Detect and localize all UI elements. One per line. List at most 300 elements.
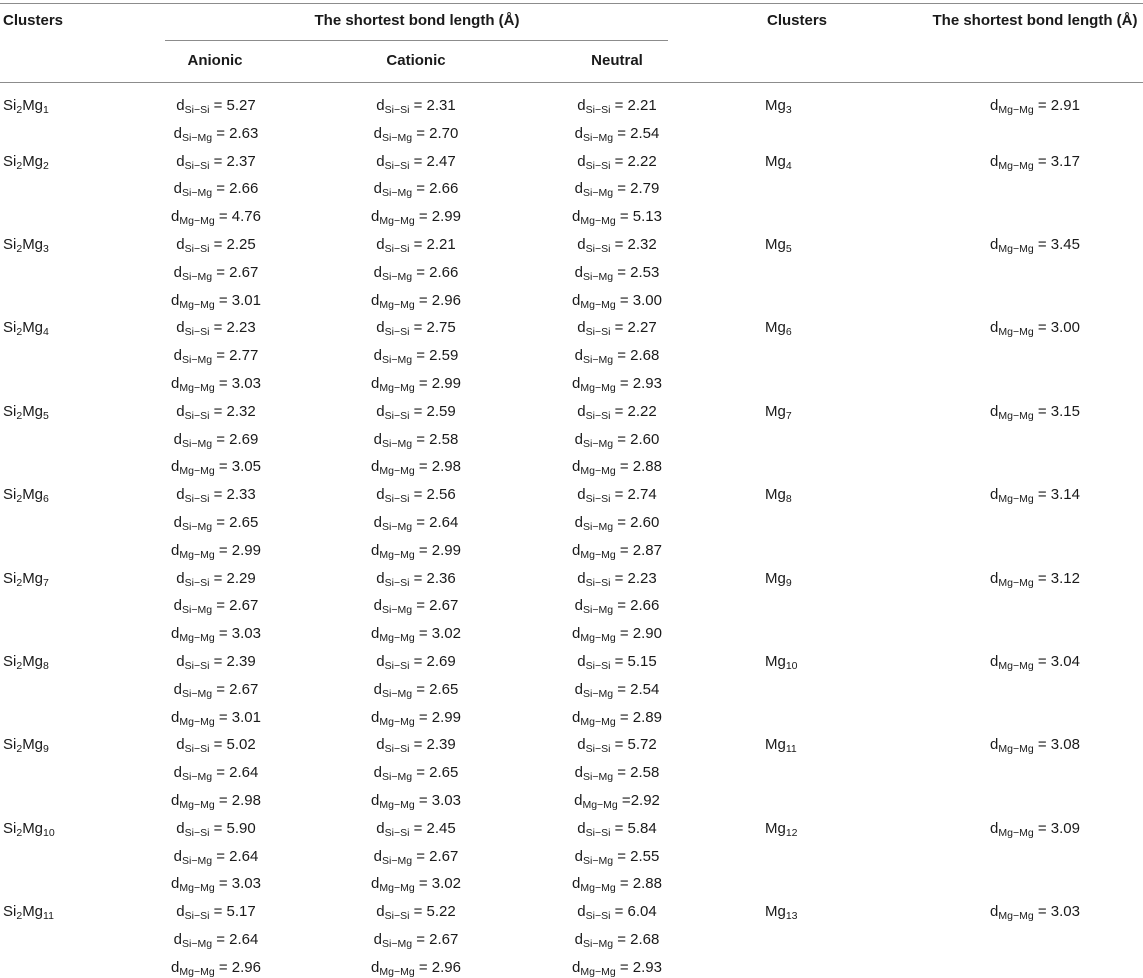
cluster-element: Mg: [22, 152, 44, 170]
bond-value: = 2.22: [614, 152, 657, 170]
cluster-subscript: 9: [785, 576, 792, 589]
cluster-formula-right: [765, 902, 798, 922]
bond-value: = 5.15: [614, 653, 657, 670]
bond-value: = 2.98: [418, 458, 461, 476]
bond-value: = 2.88: [619, 875, 662, 893]
bond-type-subscript: Si−Si: [585, 159, 611, 172]
bond-value: = 2.66: [216, 180, 259, 198]
cluster-element: Mg: [765, 152, 786, 170]
anionic-bond-cell: $d_{Si-Si} = 5.90$: [176, 819, 256, 839]
bond-type-subscript: Si−Si: [184, 826, 210, 839]
bond-type-subscript: Mg−Mg: [580, 548, 616, 561]
cluster-subscript: 2: [16, 576, 23, 589]
cationic-bond-cell: $d_{Si-Si} = 2.39$: [376, 736, 456, 756]
anionic-bond-cell: $d_{Si-Mg} = 2.69$: [173, 430, 259, 450]
bond-value: = 3.03: [1037, 903, 1080, 921]
cluster-subscript: 10: [43, 826, 55, 839]
anionic-bond-cell: $d_{Si-Mg} = 2.77$: [173, 347, 259, 367]
anionic-bond-cell: $d_{Si-Mg} = 2.64$: [173, 764, 259, 784]
bond-type-subscript: Mg−Mg: [998, 660, 1034, 672]
bond-type-subscript: Mg−Mg: [580, 882, 616, 895]
cluster-element: Mg: [765, 569, 786, 587]
anionic-bond-cell: $d_{Mg-Mg} = 3.03$: [171, 625, 261, 645]
bond-value: = 3.01: [218, 708, 261, 726]
bond-type-subscript: Si−Mg: [582, 270, 614, 283]
anionic-bond-cell: $d_{Si-Mg} = 2.63$: [173, 124, 259, 144]
bond-type-subscript: Si−Si: [384, 576, 410, 589]
neutral-bond-cell: $d_{Si-Si} = 2.23$: [577, 569, 657, 589]
right-bond-cell: $d_{Mg-Mg} = 3.17$: [990, 152, 1080, 172]
bond-type-subscript: Mg−Mg: [179, 382, 215, 394]
bond-value: = 2.66: [416, 263, 459, 281]
cluster-element: Mg: [765, 819, 786, 837]
bond-type-subscript: Si−Si: [384, 326, 410, 339]
top-rule: [0, 3, 1143, 4]
bond-type-subscript: Si−Mg: [381, 521, 413, 533]
bond-type-subscript: Si−Si: [384, 493, 410, 506]
bond-value: = 3.00: [619, 291, 662, 309]
cluster-formula-left: [3, 318, 49, 338]
bond-type-subscript: Si−Mg: [381, 771, 413, 784]
bond-value: = 2.99: [418, 208, 461, 226]
bond-value: = 5.27: [213, 97, 256, 114]
cationic-bond-cell: $d_{Si-Si} = 2.36$: [376, 569, 456, 589]
neutral-bond-cell: $d_{Si-Si} = 2.32$: [577, 236, 657, 255]
bond-type-subscript: Si−Si: [184, 660, 210, 672]
bond-value: = 3.45: [1037, 236, 1080, 253]
subheader-rule: [165, 40, 668, 41]
bond-type-subscript: Si−Mg: [181, 604, 213, 617]
cluster-element: Si: [3, 152, 17, 170]
cluster-formula-left: [3, 96, 49, 116]
bond-type-subscript: Mg−Mg: [379, 465, 415, 478]
cluster-element: Mg: [22, 236, 44, 253]
bond-value: = 2.65: [416, 764, 459, 782]
neutral-bond-cell: $d_{Mg-Mg} = 2.88$: [572, 458, 662, 478]
bond-type-subscript: Si−Si: [384, 826, 410, 839]
cluster-formula-left: [3, 819, 55, 839]
bond-type-subscript: Si−Si: [184, 576, 210, 589]
bond-type-subscript: Si−Si: [184, 409, 210, 422]
anionic-bond-cell: $d_{Si-Si} = 2.29$: [176, 569, 256, 589]
anionic-bond-cell: $d_{Si-Si} = 2.23$: [176, 319, 256, 339]
cationic-bond-cell: $d_{Si-Si} = 2.56$: [376, 486, 456, 506]
bond-type-subscript: Si−Si: [585, 326, 611, 339]
bond-type-subscript: Si−Si: [184, 104, 210, 116]
cluster-subscript: 6: [785, 326, 792, 339]
bond-value: = 2.96: [418, 958, 461, 976]
bond-type-subscript: Si−Si: [184, 159, 210, 172]
cluster-element: Si: [3, 653, 17, 670]
cluster-subscript: 2: [16, 826, 23, 839]
bond-type-subscript: Mg−Mg: [379, 632, 415, 645]
bond-type-subscript: Si−Mg: [582, 437, 614, 450]
bond-value: = 2.68: [617, 931, 660, 948]
right-bond-cell: $d_{Mg-Mg} = 3.03$: [990, 903, 1080, 923]
bond-type-subscript: Mg−Mg: [998, 409, 1034, 422]
bond-value: = 2.65: [416, 680, 459, 698]
bond-value: = 2.58: [617, 764, 660, 782]
cluster-element: Si: [3, 486, 17, 504]
bond-type-subscript: Mg−Mg: [379, 382, 415, 394]
bond-type-subscript: Mg−Mg: [179, 882, 215, 895]
neutral-bond-cell: $d_{Mg-Mg} =2.92$: [574, 792, 660, 811]
bond-type-subscript: Si−Mg: [181, 938, 213, 950]
bond-value: = 2.99: [218, 541, 261, 559]
bond-type-subscript: Si−Mg: [582, 854, 614, 867]
cluster-subscript: 4: [43, 326, 49, 339]
bond-value: = 2.60: [617, 514, 660, 531]
bond-type-subscript: Mg−Mg: [379, 965, 415, 978]
bond-value: = 2.39: [213, 653, 256, 670]
bond-type-subscript: Mg−Mg: [998, 104, 1034, 116]
bond-value: = 2.64: [216, 931, 259, 948]
cationic-bond-cell: $d_{Si-Si} = 2.75$: [376, 319, 456, 339]
cluster-element: Mg: [765, 319, 786, 337]
bond-type-subscript: Mg−Mg: [998, 910, 1034, 923]
bond-value: = 2.22: [614, 402, 657, 420]
bond-value: = 2.64: [216, 847, 259, 865]
cluster-element: Mg: [22, 402, 44, 420]
neutral-bond-cell: $d_{Mg-Mg} = 2.88$: [572, 875, 662, 895]
right-bond-cell: $d_{Mg-Mg} = 3.00$: [990, 319, 1080, 339]
neutral-bond-cell: $d_{Si-Mg} = 2.54$: [574, 680, 660, 700]
bond-type-subscript: Mg−Mg: [580, 298, 616, 311]
anionic-bond-cell: $d_{Mg-Mg} = 2.99$: [171, 541, 261, 561]
bond-value: = 2.66: [617, 597, 660, 615]
header-shortest-left: The shortest bond length (Å): [314, 12, 520, 29]
cluster-element: Mg: [765, 236, 786, 253]
cluster-formula-left: [3, 402, 49, 422]
neutral-bond-cell: $d_{Si-Si} = 2.21$: [577, 97, 657, 116]
cluster-element: Mg: [765, 402, 786, 420]
header-clusters-right: Clusters: [767, 12, 828, 29]
cationic-bond-cell: $d_{Mg-Mg} = 2.99$: [371, 375, 461, 394]
anionic-bond-cell: $d_{Si-Si} = 5.17$: [176, 903, 256, 923]
bond-type-subscript: Mg−Mg: [998, 243, 1034, 255]
bond-value: = 5.22: [413, 903, 456, 921]
bond-type-subscript: Si−Mg: [381, 938, 413, 950]
neutral-bond-cell: $d_{Mg-Mg} = 2.90$: [572, 625, 662, 645]
bond-type-subscript: Si−Si: [585, 743, 611, 756]
bond-type-subscript: Mg−Mg: [580, 632, 616, 645]
cationic-bond-cell: $d_{Si-Mg} = 2.66$: [373, 180, 459, 200]
bond-type-subscript: Si−Mg: [381, 270, 413, 283]
bond-value: = 5.13: [619, 208, 662, 226]
neutral-bond-cell: $d_{Si-Mg} = 2.68$: [574, 931, 660, 950]
bond-type-subscript: Si−Si: [184, 910, 210, 923]
bond-type-subscript: Si−Mg: [381, 187, 413, 200]
bond-type-subscript: Mg−Mg: [179, 548, 215, 561]
bond-type-subscript: Si−Mg: [381, 854, 413, 867]
bond-value: = 2.70: [416, 124, 459, 142]
cluster-formula-left: [3, 652, 49, 672]
bond-value: = 2.96: [418, 291, 461, 309]
bond-value: = 2.56: [413, 486, 456, 504]
cluster-subscript: 5: [785, 243, 792, 255]
bond-type-subscript: Si−Mg: [582, 938, 614, 950]
bond-type-subscript: Si−Mg: [582, 771, 614, 784]
bond-type-subscript: Si−Si: [585, 104, 611, 116]
neutral-bond-cell: $d_{Si-Mg} = 2.79$: [574, 180, 660, 200]
bond-value: = 5.02: [213, 736, 256, 754]
bond-type-subscript: Mg−Mg: [179, 965, 215, 978]
bond-value: = 3.04: [1037, 653, 1080, 670]
cluster-subscript: 2: [16, 660, 23, 672]
bond-type-subscript: Si−Mg: [582, 131, 614, 144]
bond-type-subscript: Mg−Mg: [998, 493, 1034, 506]
bond-value: = 4.76: [218, 208, 261, 226]
bond-type-subscript: Si−Si: [184, 493, 210, 506]
bond-value: = 2.59: [413, 402, 456, 420]
neutral-bond-cell: $d_{Si-Si} = 5.72$: [577, 736, 657, 756]
anionic-bond-cell: $d_{Mg-Mg} = 3.01$: [171, 708, 261, 728]
cluster-subscript: 2: [16, 243, 23, 255]
bond-type-subscript: Si−Mg: [582, 354, 614, 367]
cluster-formula-right: [765, 318, 792, 338]
bond-type-subscript: Si−Si: [184, 326, 210, 339]
bond-value: = 2.54: [617, 680, 660, 698]
bond-value: = 2.53: [617, 263, 660, 281]
anionic-bond-cell: $d_{Mg-Mg} = 3.03$: [171, 375, 261, 394]
bond-value: = 3.03: [218, 625, 261, 643]
bond-value: = 2.64: [216, 764, 259, 782]
cationic-bond-cell: $d_{Mg-Mg} = 2.96$: [371, 958, 461, 978]
cationic-bond-cell: $d_{Si-Si} = 2.31$: [376, 97, 456, 116]
cluster-formula-right: [765, 652, 798, 672]
bond-value: = 2.63: [216, 124, 259, 142]
cluster-subscript: 8: [43, 660, 49, 672]
cationic-bond-cell: $d_{Si-Si} = 2.45$: [376, 819, 456, 839]
right-bond-cell: $d_{Mg-Mg} = 3.45$: [990, 236, 1080, 255]
header-clusters-left: Clusters: [3, 12, 64, 29]
bond-value: = 2.75: [413, 319, 456, 337]
bond-type-subscript: Mg−Mg: [580, 965, 616, 978]
bond-value: = 5.90: [213, 819, 256, 837]
bond-value: = 2.47: [413, 152, 456, 170]
cluster-element: Mg: [765, 97, 786, 114]
right-bond-cell: $d_{Mg-Mg} = 3.14$: [990, 486, 1080, 506]
cluster-subscript: 2: [16, 159, 23, 172]
bond-type-subscript: Si−Si: [585, 243, 611, 255]
anionic-bond-cell: $d_{Si-Si} = 5.27$: [176, 97, 256, 116]
right-bond-cell: $d_{Mg-Mg} = 2.91$: [990, 97, 1080, 116]
cationic-bond-cell: $d_{Si-Mg} = 2.66$: [373, 263, 459, 283]
bond-type-subscript: Mg−Mg: [179, 215, 215, 228]
bond-value: = 2.21: [413, 236, 456, 253]
bond-value: = 2.79: [617, 180, 660, 198]
cluster-formula-left: [3, 735, 49, 755]
cationic-bond-cell: $d_{Si-Mg} = 2.67$: [373, 597, 459, 617]
bond-value: = 5.84: [614, 819, 657, 837]
cluster-subscript: 10: [785, 660, 798, 672]
bond-value: = 5.72: [614, 736, 657, 754]
bond-value: = 2.67: [216, 263, 259, 281]
cluster-element: Si: [3, 903, 17, 921]
bond-value: = 5.17: [213, 903, 256, 921]
bond-type-subscript: Si−Si: [384, 743, 410, 756]
bond-value: = 2.32: [213, 402, 256, 420]
anionic-bond-cell: $d_{Si-Si} = 5.02$: [176, 736, 256, 756]
cluster-subscript: 2: [16, 409, 23, 422]
bond-value: = 2.91: [1037, 97, 1080, 114]
bond-value: = 2.87: [619, 541, 662, 559]
cluster-formula-right: [765, 569, 792, 589]
bond-type-subscript: Si−Mg: [181, 270, 213, 283]
bond-value: = 2.60: [617, 430, 660, 448]
bond-value: = 2.59: [416, 347, 459, 365]
bond-value: = 2.89: [619, 708, 662, 726]
bond-type-subscript: Mg−Mg: [379, 882, 415, 895]
bond-value: = 3.17: [1037, 152, 1080, 170]
neutral-bond-cell: $d_{Mg-Mg} = 2.89$: [572, 708, 662, 728]
anionic-bond-cell: $d_{Mg-Mg} = 3.03$: [171, 875, 261, 895]
bond-value: = 2.25: [213, 236, 256, 253]
right-bond-cell: $d_{Mg-Mg} = 3.09$: [990, 819, 1080, 839]
cluster-element: Si: [3, 319, 17, 337]
anionic-bond-cell: $d_{Mg-Mg} = 3.01$: [171, 291, 261, 311]
cluster-subscript: 13: [785, 910, 798, 923]
neutral-bond-cell: $d_{Si-Mg} = 2.60$: [574, 514, 660, 533]
cationic-bond-cell: $d_{Mg-Mg} = 2.99$: [371, 208, 461, 228]
cluster-formula-right: [765, 485, 792, 505]
bond-value: = 2.69: [216, 430, 259, 448]
bond-type-subscript: Si−Mg: [181, 187, 213, 200]
bond-value: = 6.04: [614, 903, 657, 921]
cluster-subscript: 2: [16, 910, 23, 923]
bond-type-subscript: Si−Mg: [181, 687, 213, 700]
bond-type-subscript: Si−Si: [384, 660, 410, 672]
cluster-element: Si: [3, 569, 17, 587]
bond-type-subscript: Si−Mg: [381, 604, 413, 617]
cluster-element: Mg: [22, 903, 44, 921]
cluster-subscript: 7: [43, 576, 49, 589]
bond-type-subscript: Si−Mg: [381, 437, 413, 450]
cationic-bond-cell: $d_{Mg-Mg} = 2.99$: [371, 708, 461, 728]
bond-value: = 2.67: [416, 931, 459, 948]
cluster-subscript: 8: [785, 493, 792, 506]
cluster-subscript: 12: [785, 826, 798, 839]
anionic-bond-cell: $d_{Si-Si} = 2.33$: [176, 486, 256, 506]
bond-value: = 3.02: [418, 625, 461, 643]
cluster-subscript: 4: [785, 159, 792, 172]
bond-type-subscript: Si−Si: [384, 159, 410, 172]
anionic-bond-cell: $d_{Si-Mg} = 2.66$: [173, 180, 259, 200]
bond-value: = 3.03: [218, 375, 261, 392]
cluster-formula-left: [3, 569, 49, 589]
neutral-bond-cell: $d_{Si-Mg} = 2.68$: [574, 347, 660, 367]
bond-type-subscript: Si−Si: [585, 660, 611, 672]
bond-type-subscript: Si−Mg: [181, 854, 213, 867]
neutral-bond-cell: $d_{Si-Si} = 6.04$: [577, 903, 657, 923]
bond-value: = 2.67: [416, 847, 459, 865]
cluster-subscript: 9: [43, 743, 49, 756]
cluster-element: Si: [3, 236, 17, 253]
bond-type-subscript: Mg−Mg: [998, 326, 1034, 339]
cationic-bond-cell: $d_{Mg-Mg} = 2.99$: [371, 541, 461, 561]
bond-type-subscript: Mg−Mg: [179, 715, 215, 728]
anionic-bond-cell: $d_{Si-Si} = 2.25$: [176, 236, 256, 255]
anionic-bond-cell: $d_{Mg-Mg} = 3.05$: [171, 458, 261, 478]
cluster-subscript: 2: [16, 493, 23, 506]
bond-value: = 2.93: [619, 958, 662, 976]
cluster-subscript: 6: [43, 493, 49, 506]
bond-value: = 2.32: [614, 236, 657, 253]
cationic-bond-cell: $d_{Mg-Mg} = 3.02$: [371, 875, 461, 895]
bond-type-subscript: Si−Si: [585, 576, 611, 589]
header-anionic: Anionic: [187, 52, 243, 69]
neutral-bond-cell: $d_{Si-Si} = 2.27$: [577, 319, 657, 339]
bond-value: = 2.37: [213, 152, 256, 170]
bond-value: = 3.00: [1037, 319, 1080, 337]
cluster-formula-right: [765, 152, 792, 172]
anionic-bond-cell: $d_{Si-Mg} = 2.67$: [173, 263, 259, 283]
bond-value: = 2.45: [413, 819, 456, 837]
bond-value: = 2.90: [619, 625, 662, 643]
cluster-subscript: 11: [43, 910, 54, 923]
cationic-bond-cell: $d_{Si-Si} = 2.69$: [376, 653, 456, 672]
neutral-bond-cell: $d_{Si-Mg} = 2.55$: [574, 847, 660, 867]
bond-value: =2.92: [621, 792, 660, 809]
cluster-formula-right: [765, 96, 792, 116]
bond-type-subscript: Si−Si: [585, 910, 611, 923]
right-bond-cell: $d_{Mg-Mg} = 3.08$: [990, 736, 1080, 756]
cluster-subscript: 7: [785, 409, 792, 422]
anionic-bond-cell: $d_{Si-Si} = 2.39$: [176, 653, 256, 672]
bond-value: = 2.27: [614, 319, 657, 337]
cationic-bond-cell: $d_{Si-Mg} = 2.67$: [373, 847, 459, 867]
bond-type-subscript: Mg−Mg: [582, 799, 618, 811]
neutral-bond-cell: $d_{Si-Si} = 2.74$: [577, 486, 657, 506]
bond-type-subscript: Si−Si: [384, 910, 410, 923]
bond-type-subscript: Mg−Mg: [998, 159, 1034, 172]
bond-value: = 3.15: [1037, 402, 1080, 420]
cationic-bond-cell: $d_{Mg-Mg} = 3.02$: [371, 625, 461, 645]
cluster-subscript: 3: [785, 104, 792, 116]
bond-value: = 3.03: [418, 792, 461, 809]
header-cationic: Cationic: [386, 52, 446, 69]
bond-type-subscript: Si−Si: [384, 104, 410, 116]
cluster-formula-right: [765, 735, 797, 755]
neutral-bond-cell: $d_{Si-Mg} = 2.58$: [574, 764, 660, 784]
cationic-bond-cell: $d_{Si-Mg} = 2.58$: [373, 430, 459, 450]
neutral-bond-cell: $d_{Mg-Mg} = 2.87$: [572, 541, 662, 561]
header-shortest-right: The shortest bond length (Å): [932, 12, 1138, 29]
anionic-bond-cell: $d_{Mg-Mg} = 2.98$: [171, 792, 261, 811]
bond-type-subscript: Mg−Mg: [379, 548, 415, 561]
cluster-element: Mg: [765, 736, 786, 754]
anionic-bond-cell: $d_{Si-Si} = 2.37$: [176, 152, 256, 172]
bond-value: = 3.12: [1037, 569, 1080, 587]
cluster-subscript: 2: [43, 159, 49, 172]
bond-value: = 2.36: [413, 569, 456, 587]
bond-type-subscript: Mg−Mg: [580, 215, 616, 228]
bond-type-subscript: Mg−Mg: [998, 743, 1034, 756]
cluster-formula-left: [3, 902, 54, 922]
bond-value: = 2.54: [617, 124, 660, 142]
bond-value: = 3.14: [1037, 486, 1080, 504]
bond-value: = 2.23: [213, 319, 256, 337]
cluster-subscript: 3: [43, 243, 49, 255]
cluster-subscript: 11: [785, 743, 797, 756]
bond-value: = 2.33: [213, 486, 256, 504]
cluster-subscript: 2: [16, 326, 23, 339]
cluster-element: Si: [3, 97, 17, 114]
neutral-bond-cell: $d_{Mg-Mg} = 2.93$: [572, 375, 662, 394]
cluster-element: Mg: [765, 903, 786, 921]
bond-value: = 3.08: [1037, 736, 1080, 754]
cationic-bond-cell: $d_{Si-Si} = 2.47$: [376, 152, 456, 172]
